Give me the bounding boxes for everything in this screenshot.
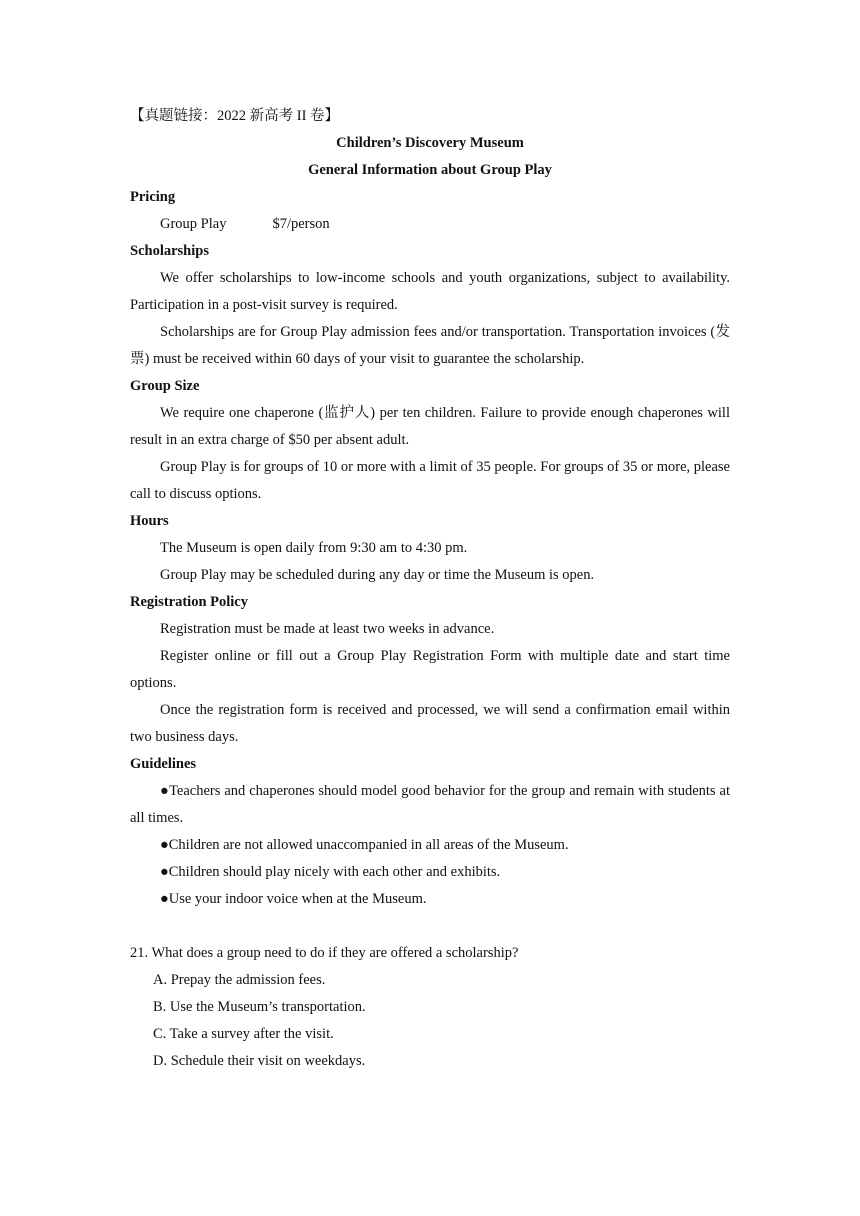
pricing-item: Group Play	[160, 216, 227, 232]
pricing-heading: Pricing	[130, 189, 176, 205]
document-page	[130, 103, 730, 1075]
registration-paragraph-1: Registration must be made at least two weeks in advance.	[160, 621, 495, 637]
registration-section	[130, 589, 730, 751]
pricing-section	[130, 184, 730, 238]
document-subtitle: General Information about Group Play	[308, 162, 552, 178]
scholarships-paragraph-2: Scholarships are for Group Play admission fees and/or transportation. Transportation invoices (发票) must be received within 60 days of your visit to guarantee the scholarship.	[130, 324, 730, 367]
group-size-paragraph-1: We require one chaperone (监护人) per ten children. Failure to provide enough chaperones will result in an extra charge of $50 per absent adult.	[130, 405, 730, 448]
scholarships-section	[130, 238, 730, 373]
question-section	[130, 940, 730, 1075]
registration-paragraph-3: Once the registration form is received and processed, we will send a confirmation email within two business days.	[130, 702, 730, 745]
section-spacer	[130, 913, 730, 940]
document-title: Children’s Discovery Museum	[336, 135, 524, 151]
registration-heading: Registration Policy	[130, 594, 248, 610]
guideline-item: ●Children should play nicely with each other and exhibits.	[160, 864, 501, 880]
scholarships-paragraph-1: We offer scholarships to low-income schools and youth organizations, subject to availability. Participation in a post-visit survey is required.	[130, 270, 730, 313]
hours-section	[130, 508, 730, 589]
answer-option-d: D. Schedule their visit on weekdays.	[153, 1053, 366, 1069]
guidelines-heading: Guidelines	[130, 756, 197, 772]
scholarships-heading: Scholarships	[130, 243, 209, 259]
guidelines-section	[130, 751, 730, 913]
answer-option-a: A. Prepay the admission fees.	[153, 972, 326, 988]
group-size-section	[130, 373, 730, 508]
hours-heading: Hours	[130, 513, 169, 529]
pricing-row	[130, 211, 730, 238]
question-stem: 21. What does a group need to do if they are offered a scholarship?	[130, 945, 519, 961]
guideline-item: ●Use your indoor voice when at the Museum.	[160, 891, 427, 907]
source-tag: 【真题链接：2022 新高考 II 卷】	[130, 108, 340, 124]
pricing-price: $7/person	[272, 216, 330, 232]
group-size-heading: Group Size	[130, 378, 200, 394]
hours-paragraph-2: Group Play may be scheduled during any day or time the Museum is open.	[160, 567, 595, 583]
answer-option-b: B. Use the Museum’s transportation.	[153, 999, 366, 1015]
hours-paragraph-1: The Museum is open daily from 9:30 am to 4:30 pm.	[160, 540, 468, 556]
group-size-paragraph-2: Group Play is for groups of 10 or more with a limit of 35 people. For groups of 35 or more, please call to discuss options.	[130, 459, 730, 502]
guideline-item: ●Children are not allowed unaccompanied in all areas of the Museum.	[160, 837, 569, 853]
guideline-item: ●Teachers and chaperones should model good behavior for the group and remain with students at all times.	[130, 783, 730, 826]
registration-paragraph-2: Register online or fill out a Group Play Registration Form with multiple date and start time options.	[130, 648, 730, 691]
answer-option-c: C. Take a survey after the visit.	[153, 1026, 334, 1042]
